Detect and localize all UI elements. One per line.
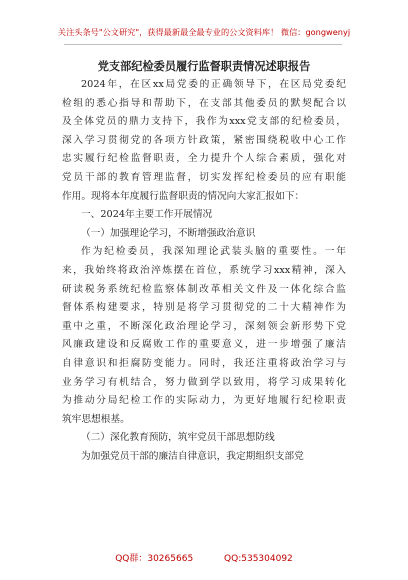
- text-line: 作用。现将本年度履行监督职责的情况向大家汇报如下：: [62, 190, 305, 202]
- text-line: 为加强党员干部的廉洁自律意识，我定期组织支部党: [81, 450, 304, 462]
- text-line: （一）加强理论学习，不断增强政治意识: [81, 227, 256, 239]
- paragraph: [62, 225, 346, 244]
- footer-qq-group: QQ群：30265665: [115, 554, 194, 564]
- text-line: 研读税务系统纪检监察体制改革相关文件及一体化综合监: [62, 283, 346, 295]
- paragraph: [62, 243, 346, 429]
- text-line: 深入学习贯彻党的各项方针政策，紧密围绕税收中心工作: [62, 134, 346, 146]
- text-line: 作为纪检委员，我深知理论武装头脑的重要性。一年: [81, 246, 346, 258]
- text-line: 督体系构建要求，特别是将学习贯彻党的二十大精神作为: [62, 302, 346, 314]
- text-line: 2024年，在区xx局党委的正确领导下，在区局党委纪: [81, 79, 346, 90]
- paragraph: [62, 429, 346, 448]
- header-divider: [64, 44, 342, 45]
- text-line: 来，我始终将政治淬炼摆在首位，系统学习xxx精神，深入: [62, 264, 346, 276]
- text-line: 为推动分局纪检工作的实际动力，为更好地履行纪检职责: [62, 395, 346, 407]
- text-line: 业务学习有机结合，努力做到学以致用，将学习成果转化: [62, 376, 346, 388]
- text-line: 党员干部的教育管理监督，切实发挥纪检委员的应有职能: [62, 171, 346, 183]
- text-line: 及全体党员的鼎力支持下，我作为xxx党支部的纪检委员，: [62, 116, 346, 128]
- text-line: 忠实履行纪检监督职责，全力提升个人综合素质，强化对: [62, 153, 346, 165]
- text-line: 重中之重，不断深化政治理论学习，深刻领会新形势下党: [62, 320, 346, 332]
- paragraph: [62, 448, 346, 467]
- text-line: 一、2024年主要工作开展情况: [81, 209, 213, 221]
- paragraph: [62, 206, 346, 225]
- paragraph: [62, 76, 346, 206]
- text-line: 风廉政建设和反腐败工作的重要意义，进一步增强了廉洁: [62, 339, 346, 351]
- header-note: 关注头条号"公文研究"，获得最新最全最专业的公文资料库！ 微信：gongwenyj: [57, 27, 351, 37]
- text-line: （二）深化教育预防，筑牢党员干部思想防线: [81, 432, 275, 444]
- text-line: 检组的悉心指导和帮助下，在支部其他委员的默契配合以: [62, 97, 346, 109]
- footer: [0, 551, 408, 564]
- text-line: 自律意识和拒腐防变能力。同时，我还注重将政治学习与: [62, 357, 346, 369]
- footer-qq: QQ:535304092: [224, 554, 293, 564]
- text-line: 筑牢思想根基。: [62, 413, 130, 425]
- document-body: [62, 76, 346, 466]
- document-title: 党支部纪检委员履行监督职责情况述职报告: [97, 59, 311, 73]
